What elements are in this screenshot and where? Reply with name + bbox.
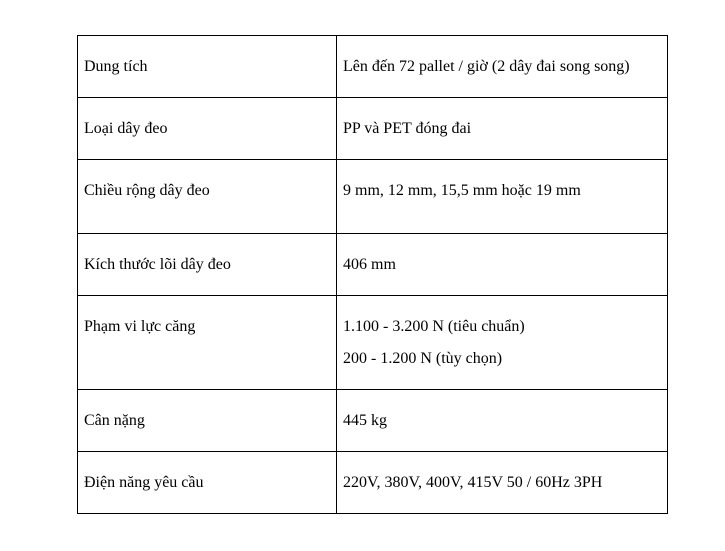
row-label-cell xyxy=(78,98,337,160)
row-value-cell xyxy=(337,160,668,234)
row-value: Lên đến 72 pallet / giờ (2 dây đai song song) xyxy=(343,58,630,75)
row-label-cell xyxy=(78,234,337,296)
row-value-cell xyxy=(337,36,668,98)
table-row-weight xyxy=(78,390,668,452)
row-label: Loại dây đeo xyxy=(84,120,168,137)
table-row-strap-type xyxy=(78,98,668,160)
row-value-cell xyxy=(337,390,668,452)
row-value: 220V, 380V, 400V, 415V 50 / 60Hz 3PH xyxy=(343,474,603,491)
row-label-cell xyxy=(78,390,337,452)
row-value-group xyxy=(343,296,661,369)
row-label: Chiều rộng dây đeo xyxy=(84,182,210,199)
spec-table xyxy=(77,35,668,514)
row-label-cell xyxy=(78,36,337,98)
row-label-cell xyxy=(78,296,337,390)
row-label: Phạm vi lực căng xyxy=(84,318,196,335)
table-row-capacity xyxy=(78,36,668,98)
row-label: Kích thước lõi dây đeo xyxy=(84,256,231,273)
row-value-cell xyxy=(337,296,668,390)
row-value: 9 mm, 12 mm, 15,5 mm hoặc 19 mm xyxy=(343,182,581,199)
row-value-cell xyxy=(337,452,668,514)
row-value: 406 mm xyxy=(343,256,396,273)
row-value: 445 kg xyxy=(343,412,387,429)
row-value: 200 - 1.200 N (tùy chọn) xyxy=(343,350,503,367)
row-label-cell xyxy=(78,452,337,514)
row-value: 1.100 - 3.200 N (tiêu chuẩn) xyxy=(343,318,525,335)
row-label: Điện năng yêu cầu xyxy=(84,474,204,491)
row-label: Dung tích xyxy=(84,58,148,75)
row-value-cell xyxy=(337,234,668,296)
row-value-cell xyxy=(337,98,668,160)
row-value: PP và PET đóng đai xyxy=(343,120,472,137)
table-row-strap-width xyxy=(78,160,668,234)
row-label-cell xyxy=(78,160,337,234)
row-label: Cân nặng xyxy=(84,412,145,429)
table-row-tension-range xyxy=(78,296,668,390)
table-row-core-size xyxy=(78,234,668,296)
table-row-power xyxy=(78,452,668,514)
